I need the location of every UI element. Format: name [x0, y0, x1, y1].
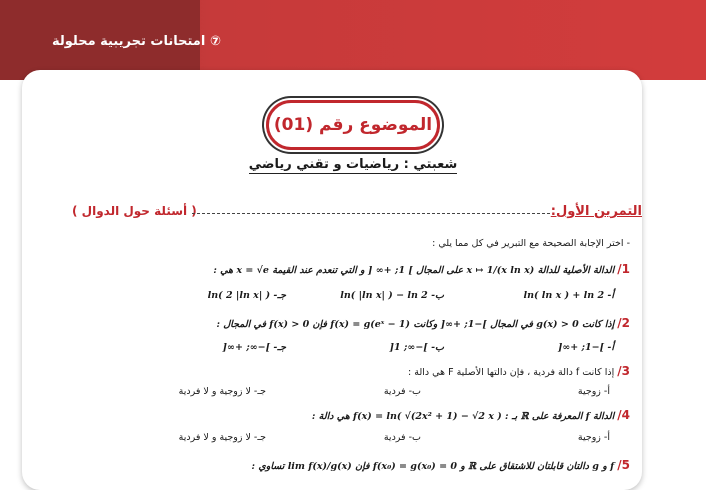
- question-2: [216, 316, 630, 330]
- option-a[interactable]: أ- زوجية: [577, 432, 610, 443]
- subtitle: [0, 157, 706, 172]
- question-text: الدالة الأصلية للدالة x ↦ 1/(x ln x) على المجال ] 1; +∞ [ و التي تنعدم عند القيمة x = √e هي :: [213, 265, 615, 276]
- question-text: إذا كانت g(x) > 0 في المجال ]−1; +∞[ وكانت f(x) = g(eˣ − 1) فإن f(x) > 0 في المجال :: [216, 319, 615, 330]
- option-a[interactable]: أ- زوجية: [577, 386, 610, 397]
- topic-title: الموضوع رقم (01): [266, 100, 440, 150]
- question-1: [213, 262, 630, 276]
- question-number: 5/: [617, 458, 630, 472]
- option-c[interactable]: جـ- ]−∞; +∞[: [222, 342, 286, 353]
- instruction: - اختر الإجابة الصحيحة مع التبرير في كل مما يلي :: [432, 238, 630, 249]
- section-header-label: ⑦ امتحانات تجريبية محلولة: [52, 34, 221, 49]
- question-4: [312, 408, 630, 422]
- options-1: [0, 290, 706, 304]
- option-b[interactable]: ب- ]−∞; 1[: [389, 342, 444, 353]
- option-b[interactable]: ب- فردية: [383, 386, 421, 397]
- subtitle-text: شعبتي : رياضيات و تقني رياضي: [248, 157, 458, 172]
- option-a[interactable]: أ- ]−1; +∞[: [557, 342, 614, 353]
- question-number: 3/: [617, 364, 630, 378]
- option-a[interactable]: أ- ln( ln x ) + ln 2: [523, 290, 614, 301]
- question-number: 4/: [617, 408, 630, 422]
- question-5: [252, 458, 630, 472]
- option-c[interactable]: جـ- لا زوجية و لا فردية: [178, 386, 266, 397]
- option-c[interactable]: جـ- لا زوجية و لا فردية: [178, 432, 266, 443]
- question-text: الدالة f المعرفة على ℝ بـ : f(x) = ln( √(2x² + 1) − √2 x ) هي دالة :: [311, 411, 615, 422]
- dashed-divider: [192, 213, 550, 214]
- exercise-heading: [72, 204, 642, 222]
- exercise-tag: ( أسئلة حول الدوال ): [72, 204, 197, 218]
- option-b[interactable]: ب- فردية: [383, 432, 421, 443]
- options-2: [0, 342, 706, 356]
- question-text: إذا كانت f دالة فردية ، فإن دالتها الأصلية F هي دالة :: [408, 367, 615, 378]
- question-number: 1/: [617, 262, 630, 276]
- exercise-title: التمرين الأول:: [550, 204, 642, 219]
- options-3: [0, 386, 706, 400]
- option-c[interactable]: جـ- ln( 2 |ln x| ): [207, 290, 286, 301]
- question-number: 2/: [617, 316, 630, 330]
- question-3: [408, 364, 630, 378]
- options-4: [0, 432, 706, 446]
- question-text: f و g دالتان قابلتان للاشتقاق على ℝ و f(x₀) = g(x₀) = 0 فإن lim f(x)/g(x) تساوي :: [251, 461, 615, 472]
- option-b[interactable]: ب- ln( |ln x| ) − ln 2: [340, 290, 444, 301]
